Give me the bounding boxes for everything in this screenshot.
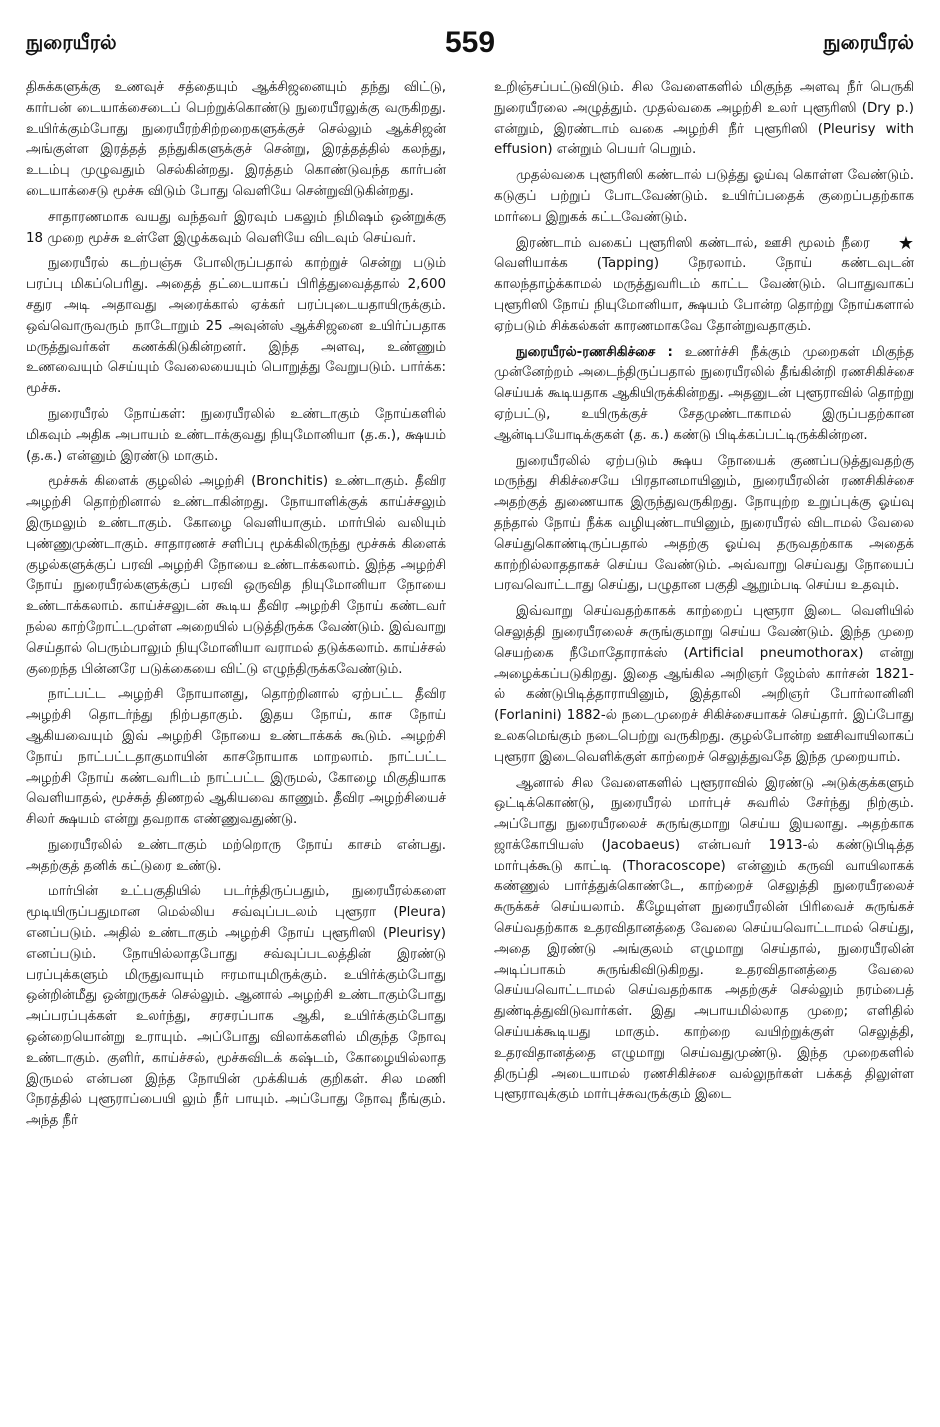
paragraph [26, 882, 446, 1132]
paragraph-text: சாதாரணமாக வயது வந்தவர் இரவும் பகலும் நிமிஷம் ஒன்றுக்கு 18 முறை மூச்சு உள்ளே இழுக்கவும் வெளியே விடவும் செய்வர். [26, 209, 446, 246]
left-column [26, 78, 446, 1413]
right-column [494, 78, 914, 1413]
paragraph-text: இவ்வாறு செய்வதற்காகக் காற்றைப் புளூரா இடை வெளியில் செலுத்தி நுரையீரலைச் சுருங்குமாறு செய்ய வேண்டும். இந்த முறை செயற்கை நீமோதோராக்ஸ் (Artificial pneumothorax) என்று அழைக்கப்படுகிறது. இதை ஆங்கில அறிஞர் ஜேம்ஸ் கார்சன் 1821-ல் கண்டுபிடித்தாராயினும், இத்தாலி அறிஞர் போர்லானினி (Forlanini) 1882-ல் நடைமுறைச் சிகிச்சையாகச் செய்தார். இப்போது உலகமெங்கும் நடைபெற்று வருகிறது. குழல்போன்ற ஊசிவாயிலாகப் புளூரா இடைவெளிக்குள் காற்றைச் செலுத்துவதே இந்த முறையாம். [494, 604, 914, 765]
running-head-left: நுரையீரல் [26, 30, 117, 54]
paragraph [26, 254, 446, 400]
section-end-star-icon: ★ [897, 232, 914, 254]
paragraph [494, 452, 914, 598]
paragraph [26, 78, 446, 203]
paragraph-text: நுரையீரலில் ஏற்படும் க்ஷய நோயைக் குணப்படுத்துவதற்கு மருந்து சிகிச்சையே பிரதானமாயினும், நுரையீரலின் ரணசிகிச்சை அதற்குத் துணையாக இருந்துவருகிறது. நோயுற்ற உறுப்புக்கு ஓய்வு தந்தால் நோய் நீக்க வழியுண்டாயினும், நுரையீரல் விடாமல் வேலை செய்துகொண்டிருப்பதால் அதற்கு ஓய்வு தருவதற்காக அதைக் காற்றில்லாததாகச் செய்ய வேண்டும். அவ்வாறு செய்வது நோயைப் பரவவொட்டாது செய்து, பழுதான பகுதி ஆறும்படி செய்ய உதவும். [494, 453, 914, 594]
paragraph [494, 234, 914, 338]
paragraph [494, 774, 914, 1107]
paragraph-text: நாட்பட்ட அழற்சி நோயானது, தொற்றினால் ஏற்பட்ட தீவிர அழற்சி தொடர்ந்து நிற்பதாகும். இதய நோய், காச நோய் ஆகியவையும் இவ் அழற்சி நோயை உண்டாக்கக் கூடும். அழற்சி நோய் நாட்பட்டதாகுமாயின் காசநோயாக மாறலாம். நாட்பட்ட அழற்சி நோய் கண்டவரிடம் நாட்பட்ட இருமல், கோழை மிகுதியாக வெளியாதல், மூச்சுத் திணறல் ஆகியவை காணும். தீவிர அழற்சியைச் சிலர் க்ஷயம் என்று தவறாக எண்ணுவதுண்டு. [26, 687, 446, 828]
paragraph [26, 472, 446, 680]
paragraph-text: நுரையீரலில் உண்டாகும் மற்றொரு நோய் காசம் என்பது. அதற்குத் தனிக் கட்டுரை உண்டு. [26, 837, 446, 874]
paragraph-text: நுரையீரல் கடற்பஞ்சு போலிருப்பதால் காற்றுச் சென்று படும் பரப்பு மிகப்பெரிது. அதைத் தட்டையாகப் பிரித்துவைத்தால் 2,600 சதுர அடி அதாவது அரைக்கால் ஏக்கர் பரப்புடையதாயிருக்கும். ஒவ்வொருவரும் நாடோறும் 25 அவுன்ஸ் ஆக்சிஜனை உயிர்ப்பதாக மருத்துவர்கள் கணக்கிடுகின்றனர். இந்த அளவு, உண்ணும் உணவையும் செய்யும் வேலையையும் பொறுத்து வேறுபடும். பார்க்க: மூச்சு. [26, 256, 446, 397]
paragraph [26, 405, 446, 467]
paragraph-text: இரண்டாம் வகைப் புளூரிஸி கண்டால், ஊசி மூலம் நீரை வெளியாக்க (Tapping) நேரலாம். நோய் கண்டவுடன் காலந்தாழ்க்காமல் மருத்துவரிடம் காட்ட வேண்டும். பொதுவாகப் புளூரிஸி நோய் நியுமோனியா, க்ஷயம் போன்ற தொற்று நோய்களால் ஏற்படும் சிக்கல்கள் காரணமாகவே தோன்றுவதாகும். [494, 235, 914, 334]
paragraph-text: மார்பின் உட்பகுதியில் படர்ந்திருப்பதும், நுரையீரல்களை மூடியிருப்பதுமான மெல்லிய சவ்வுப்படலம் புளூரா (Pleura) எனப்படும். அதில் உண்டாகும் அழற்சி நோய் புளூரிஸி (Pleurisy) எனப்படும். நோயில்லாதபோது சவ்வுப்படலத்தின் இரண்டு பரப்புக்களும் மிருதுவாயும் ஈரமாயுமிருக்கும். உயிர்க்கும்போது ஒன்றின்மீது ஒன்றுருகச் செல்லும். ஆனால் அழற்சி உண்டாகும்போது அப்பரப்புக்கள் உலர்ந்து, சரசரப்பாக ஆகி, உயிர்க்கும்போது ஒன்றையொன்று உராயும். அப்போது விலாக்களில் மிகுந்த நோவு உண்டாகும். குளிர், காய்ச்சல், மூச்சுவிடக் கஷ்டம், கோழையில்லாத இருமல் என்பன இந்த நோயின் முக்கியக் குறிகள். சில மணி நேரத்தில் புளூராப்பையி லும் நீர் பாயும். அப்போது நோவு நீங்கும். அந்த நீர் [26, 884, 446, 1129]
paragraph [26, 685, 446, 831]
paragraph-text: முதல்வகை புளூரிஸி கண்டால் படுத்து ஓய்வு கொள்ள வேண்டும். கடுகுப் பற்றுப் போடவேண்டும். உயிர்ப்பதைக் குறைப்பதற்காக மார்பை இறுகக் கட்டவேண்டும். [494, 168, 914, 225]
paragraph [494, 343, 914, 447]
paragraph-text: ஆனால் சில வேளைகளில் புளூராவில் இரண்டு அடுக்குக்களும் ஒட்டிக்கொண்டு, நுரையீரல் மார்புச் சுவரில் சேர்ந்து நிற்கும். அப்போது நுரையீரலைச் சுருங்குமாறு செய்ய இயலாது. அதற்காக ஜாக்கோபியஸ் (Jacobaeus) என்பவர் 1913-ல் கண்டுபிடித்த மார்புக்கூடு காட்டி (Thoracoscope) என்னும் கருவி வாயிலாகக் கண்ணுல் பார்த்துக்கொண்டே, காற்றைச் செலுத்தி நுரையீரலைச் சுருக்கச் செய்யலாம். கீழேயுள்ள நுரையீரலின் பிரிவைச் சுருங்கச் செய்வதற்காக உதரவிதானத்தை வேலை செய்யவொட்டாமல் செய்து, அதை இரண்டு அங்குலம் எழுமாறு செய்தால், நுரையீரலின் அடிப்பாகம் சுருங்கிவிடுகிறது. உதரவிதானத்தை வேலை செய்யவொட்டாமல் செய்வதற்காக அதற்குச் செல்லும் நரம்பைத் துண்டித்துவிடுவார்கள். இது அபாயமில்லாத முறை; எளிதில் செய்யக்கூடியது மாகும். காற்றை வயிற்றுக்குள் செலுத்தி, உதரவிதானத்தை எழுமாறு செய்வதுமுண்டு. இந்த முறைகளில் திருப்தி அடையாமல் ரணசிகிச்சை வல்லுநர்கள் பக்கத் திலுள்ள புளூராவுக்கும் மார்புச்சுவருக்கும் இடை [494, 775, 914, 1103]
paragraph-text: உணர்ச்சி நீக்கும் முறைகள் மிகுந்த முன்னேற்றம் அடைந்திருப்பதால் நுரையீரலில் தீங்கின்றி ரணசிகிச்சை செய்யக் கூடியதாக ஆகியிருக்கின்றது. அதனுடன் புளூராவில் தொற்று ஏற்பட்டு, உயிருக்குச் சேதமுண்டாகாமல் இருப்பதற்கான ஆன்டிபயோடிக்குகள் (த. க.) கண்டு பிடிக்கப்பட்டிருக்கின்றன. [494, 344, 914, 443]
paragraph [26, 836, 446, 878]
paragraph-text: திசுக்களுக்கு உணவுச் சத்தையும் ஆக்சிஜனையும் தந்து விட்டு, கார்பன் டையாக்சைடைப் பெற்றுக்கொண்டு நுரையீரலுக்கு வருகிறது. உயிர்க்கும்போது நுரையீரற்சிற்றறைகளுக்குச் செல்லும் ஆக்சிஜன் அங்குள்ள இரத்தத் தந்துகிகளுக்குச் சென்று, இரத்தத்தில் கலந்து, உடம்பு முழுவதும் செல்கின்றது. இரத்தம் கொண்டுவந்த கார்பன் டையாக்சைடு மூச்சு விடும் போது வெளியே சென்றுவிடுகின்றது. [26, 80, 446, 199]
page-header [0, 22, 940, 62]
paragraph-text: நுரையீரல் நோய்கள்: நுரையீரலில் உண்டாகும் நோய்களில் மிகவும் அதிக அபாயம் உண்டாக்குவது நியுமோனியா (த.க.), க்ஷயம் (த.க.) என்னும் இரண்டு மாகும். [26, 406, 446, 464]
paragraph-text: உறிஞ்சப்பட்டுவிடும். சில வேளைகளில் மிகுந்த அளவு நீர் பெருகி நுரையீரலை அழுத்தும். முதல்வகை அழற்சி உலர் புளூரிஸி (Dry p.) என்றும், இரண்டாம் வகை அழற்சி நீர் புளூரிஸி (Pleurisy with effusion) என்றும் பெயர் பெறும். [494, 80, 914, 158]
paragraph [494, 78, 914, 161]
section-heading: நுரையீரல்-ரணசிகிச்சை : [516, 344, 673, 360]
paragraph [494, 166, 914, 228]
paragraph-text: மூச்சுக் கிளைக் குழலில் அழற்சி (Bronchitis) உண்டாகும். தீவிர அழற்சி தொற்றினால் உண்டாகின்றது. நோயாளிக்குக் காய்ச்சலும் இருமலும் உண்டாகும். கோழை வெளியாகும். மார்பில் வலியும் புண்ணுமுண்டாகும். சாதாரணச் சளிப்பு மூக்கிலிருந்து மூச்சுக் கிளைக் குழல்களுக்குப் பரவி அழற்சி நோயை உண்டாக்கலாம். இந்த அழற்சி நோய் நுரையீரல்களுக்குப் பரவி ஒருவித நியுமோனியா நோயை உண்டாக்கலாம். காய்ச்சலுடன் கூடிய தீவிர அழற்சி நோய் கண்டவர் நல்ல காற்றோட்டமுள்ள அறையில் படுத்திருக்க வேண்டும். இவ்வாறு செய்தால் பெரும்பாலும் நியுமோனியா வராமல் தடுக்கலாம். காய்ச்சல் குறைந்த பின்னரே படுக்கையை விட்டு எழுந்திருக்கவேண்டும். [26, 474, 446, 677]
paragraph [26, 208, 446, 250]
running-head-right: நுரையீரல் [823, 30, 914, 54]
page-number: 559 [444, 26, 496, 59]
paragraph [494, 602, 914, 768]
